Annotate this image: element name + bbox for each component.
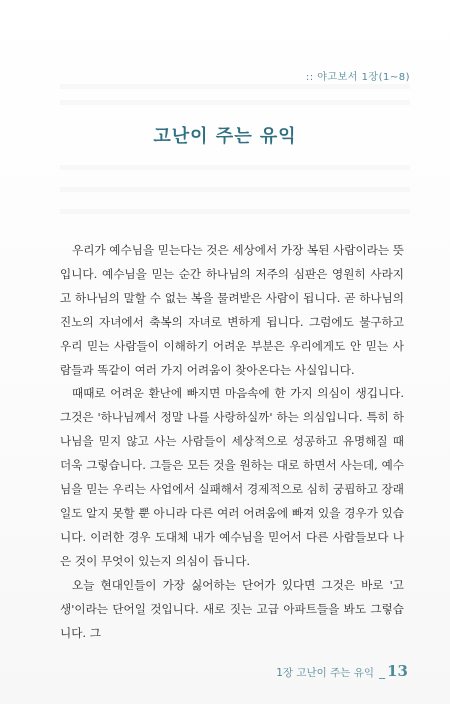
paragraph: 오늘 현대인들이 가장 싫어하는 단어가 있다면 그것은 바로 '고생'이라는 단어일 것입니다. 새로 짓는 고급 아파트들을 봐도 그렇습니다. 그 xyxy=(60,577,404,640)
section-title-text: 고난이 주는 유익 xyxy=(153,126,297,147)
bleed-through-line xyxy=(60,84,410,89)
page-footer xyxy=(276,661,408,680)
bleed-through-line xyxy=(60,165,410,170)
paragraph: 우리가 예수님을 믿는다는 것은 세상에서 가장 복된 사람이라는 뜻입니다. 예수님을 믿는 순간 하나님의 저주의 심판은 영원히 사라지고 하나님의 말할 수 없는 복을 물려받은 사람이 됩니다. 곧 하나님의 진노의 자녀에서 축복의 자녀로 변하게 됩니다. 그럼에도 불구하고 우리 믿는 사람들이 이해하기 어려운 부분은 우리에게도 안 믿는 사람들과 똑같이 여러 가지 어려움이 찾아온다는 사실입니다. xyxy=(60,243,404,377)
bleed-through-line xyxy=(60,187,410,192)
page-number: 13 xyxy=(387,662,408,680)
footer-chapter-title: 1장 고난이 주는 유익 xyxy=(276,667,375,679)
section-title-wrap xyxy=(0,122,450,148)
footer-dash: _ xyxy=(379,665,386,679)
bleed-through-line xyxy=(60,100,410,105)
bleed-through-line xyxy=(60,209,410,214)
body-text xyxy=(60,239,404,645)
scripture-reference: :: 야고보서 1장(1~8) xyxy=(305,72,410,83)
section-title xyxy=(151,122,298,148)
paragraph: 때때로 어려운 환난에 빠지면 마음속에 한 가지 의심이 생깁니다. 그것은 '하나님께서 정말 나를 사랑하실까' 하는 의심입니다. 특히 하나님을 믿지 않고 사는 사람들이 세상적으로 성공하고 유명해질 때 더욱 그렇습니다. 그들은 모든 것을 원하는 대로 하면서 사는데, 예수님을 믿는 우리는 사업에서 실패해서 경제적으로 심히 궁핍하고 장래 일도 알지 못할 뿐 아니라 다른 여러 어려움에 빠져 있을 경우가 있습니다. 이러한 경우 도대체 내가 예수님을 믿어서 다른 사람들보다 나은 것이 무엇이 있는지 의심이 듭니다. xyxy=(60,386,404,568)
